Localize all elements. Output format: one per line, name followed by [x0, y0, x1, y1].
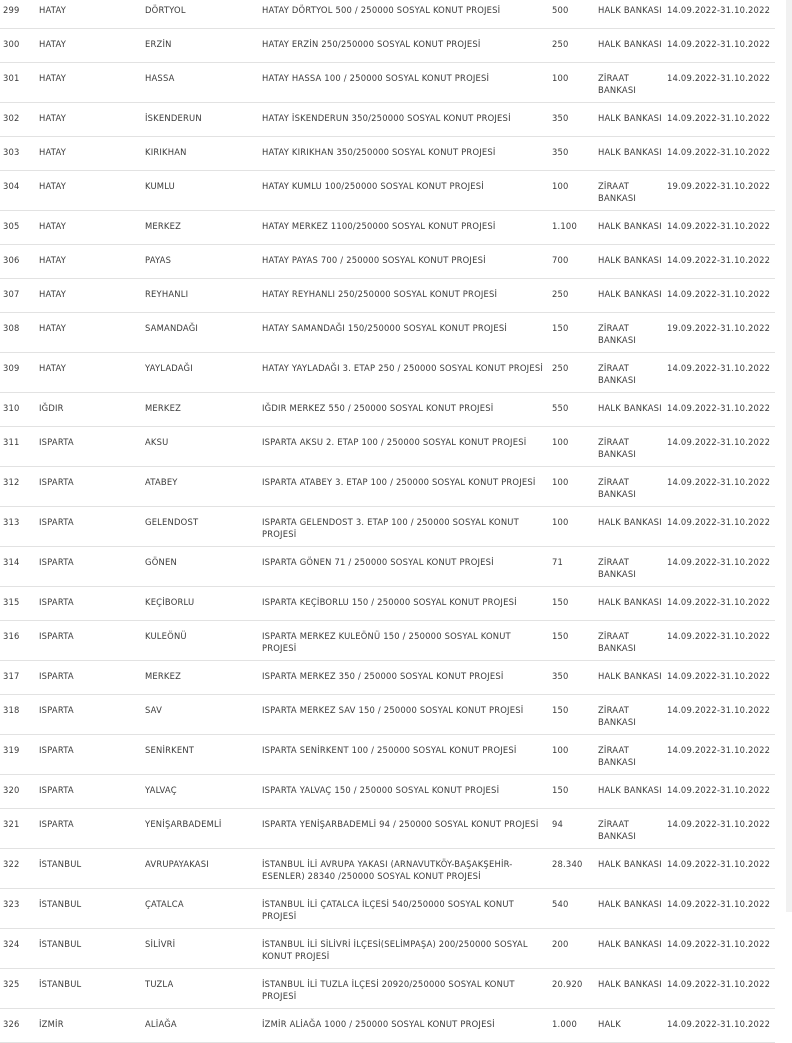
table-row: [0, 661, 775, 695]
row-number: 312: [0, 467, 39, 507]
housing-count-cell: 150: [552, 621, 598, 661]
project-name-cell: ISPARTA AKSU 2. ETAP 100 / 250000 SOSYAL KONUT PROJESİ: [262, 427, 552, 467]
project-name-cell: İSTANBUL İLİ AVRUPA YAKASI (ARNAVUTKÖY-BAŞAKŞEHİR-ESENLER) 28340 /250000 SOSYAL KONUT PROJESİ: [262, 849, 552, 889]
table-row: [0, 969, 775, 1009]
housing-count-cell: 150: [552, 313, 598, 353]
table-row: [0, 929, 775, 969]
project-name-cell: ISPARTA GÖNEN 71 / 250000 SOSYAL KONUT PROJESİ: [262, 547, 552, 587]
bank-cell: ZİRAAT BANKASI: [598, 735, 667, 775]
province-cell: ISPARTA: [39, 695, 145, 735]
row-number: 304: [0, 171, 39, 211]
row-number: 313: [0, 507, 39, 547]
table-row: [0, 29, 775, 63]
province-cell: İSTANBUL: [39, 849, 145, 889]
district-cell: HASSA: [145, 63, 262, 103]
project-name-cell: HATAY KUMLU 100/250000 SOSYAL KONUT PROJESİ: [262, 171, 552, 211]
bank-cell: HALK: [598, 1009, 667, 1043]
bank-cell: HALK BANKASI: [598, 103, 667, 137]
application-dates-cell: 14.09.2022-31.10.2022: [667, 1009, 775, 1043]
province-cell: ISPARTA: [39, 621, 145, 661]
project-name-cell: HATAY İSKENDERUN 350/250000 SOSYAL KONUT PROJESİ: [262, 103, 552, 137]
application-dates-cell: 14.09.2022-31.10.2022: [667, 353, 775, 393]
row-number: 310: [0, 393, 39, 427]
project-name-cell: HATAY PAYAS 700 / 250000 SOSYAL KONUT PROJESİ: [262, 245, 552, 279]
housing-count-cell: 100: [552, 507, 598, 547]
application-dates-cell: 14.09.2022-31.10.2022: [667, 137, 775, 171]
housing-count-cell: 250: [552, 279, 598, 313]
housing-count-cell: 350: [552, 137, 598, 171]
district-cell: MERKEZ: [145, 393, 262, 427]
province-cell: HATAY: [39, 137, 145, 171]
application-dates-cell: 14.09.2022-31.10.2022: [667, 889, 775, 929]
table-row: [0, 775, 775, 809]
bank-cell: ZİRAAT BANKASI: [598, 427, 667, 467]
province-cell: ISPARTA: [39, 735, 145, 775]
bank-cell: HALK BANKASI: [598, 393, 667, 427]
bank-cell: HALK BANKASI: [598, 775, 667, 809]
row-number: 319: [0, 735, 39, 775]
housing-count-cell: 28.340: [552, 849, 598, 889]
housing-count-cell: 94: [552, 809, 598, 849]
province-cell: HATAY: [39, 313, 145, 353]
scrollbar-track[interactable]: [786, 0, 792, 912]
housing-count-cell: 350: [552, 103, 598, 137]
province-cell: ISPARTA: [39, 809, 145, 849]
project-name-cell: HATAY DÖRTYOL 500 / 250000 SOSYAL KONUT PROJESİ: [262, 0, 552, 29]
bank-cell: HALK BANKASI: [598, 137, 667, 171]
district-cell: YALVAÇ: [145, 775, 262, 809]
bank-cell: ZİRAAT BANKASI: [598, 547, 667, 587]
district-cell: GÖNEN: [145, 547, 262, 587]
table-row: [0, 103, 775, 137]
district-cell: ÇATALCA: [145, 889, 262, 929]
table-row: [0, 245, 775, 279]
table-row: [0, 621, 775, 661]
bank-cell: HALK BANKASI: [598, 507, 667, 547]
province-cell: IĞDIR: [39, 393, 145, 427]
application-dates-cell: 14.09.2022-31.10.2022: [667, 929, 775, 969]
row-number: 324: [0, 929, 39, 969]
row-number: 323: [0, 889, 39, 929]
table-row: [0, 171, 775, 211]
bank-cell: ZİRAAT BANKASI: [598, 353, 667, 393]
project-name-cell: HATAY KIRIKHAN 350/250000 SOSYAL KONUT PROJESİ: [262, 137, 552, 171]
project-name-cell: IĞDIR MERKEZ 550 / 250000 SOSYAL KONUT PROJESİ: [262, 393, 552, 427]
bank-cell: ZİRAAT BANKASI: [598, 63, 667, 103]
table-row: [0, 137, 775, 171]
table-row: [0, 0, 775, 29]
province-cell: HATAY: [39, 353, 145, 393]
province-cell: HATAY: [39, 211, 145, 245]
row-number: 306: [0, 245, 39, 279]
district-cell: GELENDOST: [145, 507, 262, 547]
application-dates-cell: 14.09.2022-31.10.2022: [667, 969, 775, 1009]
province-cell: İSTANBUL: [39, 969, 145, 1009]
application-dates-cell: 14.09.2022-31.10.2022: [667, 427, 775, 467]
district-cell: ATABEY: [145, 467, 262, 507]
row-number: 317: [0, 661, 39, 695]
application-dates-cell: 19.09.2022-31.10.2022: [667, 313, 775, 353]
table-row: [0, 507, 775, 547]
project-name-cell: HATAY SAMANDAĞI 150/250000 SOSYAL KONUT PROJESİ: [262, 313, 552, 353]
district-cell: SAV: [145, 695, 262, 735]
district-cell: YAYLADAĞI: [145, 353, 262, 393]
district-cell: İSKENDERUN: [145, 103, 262, 137]
row-number: 321: [0, 809, 39, 849]
table-row: [0, 353, 775, 393]
province-cell: İSTANBUL: [39, 889, 145, 929]
district-cell: SAMANDAĞI: [145, 313, 262, 353]
housing-count-cell: 700: [552, 245, 598, 279]
province-cell: HATAY: [39, 103, 145, 137]
project-name-cell: HATAY MERKEZ 1100/250000 SOSYAL KONUT PROJESİ: [262, 211, 552, 245]
bank-cell: HALK BANKASI: [598, 245, 667, 279]
project-name-cell: İSTANBUL İLİ TUZLA İLÇESİ 20920/250000 SOSYAL KONUT PROJESİ: [262, 969, 552, 1009]
district-cell: AVRUPAYAKASI: [145, 849, 262, 889]
table-row: [0, 279, 775, 313]
housing-count-cell: 100: [552, 735, 598, 775]
row-number: 315: [0, 587, 39, 621]
province-cell: HATAY: [39, 0, 145, 29]
project-name-cell: HATAY REYHANLI 250/250000 SOSYAL KONUT PROJESİ: [262, 279, 552, 313]
bank-cell: HALK BANKASI: [598, 849, 667, 889]
application-dates-cell: 14.09.2022-31.10.2022: [667, 211, 775, 245]
housing-count-cell: 1.000: [552, 1009, 598, 1043]
application-dates-cell: 14.09.2022-31.10.2022: [667, 735, 775, 775]
province-cell: HATAY: [39, 63, 145, 103]
bank-cell: ZİRAAT BANKASI: [598, 171, 667, 211]
row-number: 325: [0, 969, 39, 1009]
application-dates-cell: 14.09.2022-31.10.2022: [667, 393, 775, 427]
housing-count-cell: 150: [552, 587, 598, 621]
bank-cell: HALK BANKASI: [598, 587, 667, 621]
bank-cell: HALK BANKASI: [598, 279, 667, 313]
project-name-cell: ISPARTA MERKEZ 350 / 250000 SOSYAL KONUT PROJESİ: [262, 661, 552, 695]
province-cell: HATAY: [39, 279, 145, 313]
housing-count-cell: 350: [552, 661, 598, 695]
district-cell: MERKEZ: [145, 661, 262, 695]
district-cell: MERKEZ: [145, 211, 262, 245]
project-name-cell: ISPARTA YENİŞARBADEMLİ 94 / 250000 SOSYAL KONUT PROJESİ: [262, 809, 552, 849]
district-cell: KULEÖNÜ: [145, 621, 262, 661]
bank-cell: HALK BANKASI: [598, 0, 667, 29]
project-name-cell: ISPARTA KEÇİBORLU 150 / 250000 SOSYAL KONUT PROJESİ: [262, 587, 552, 621]
bank-cell: HALK BANKASI: [598, 29, 667, 63]
table-row: [0, 393, 775, 427]
housing-count-cell: 150: [552, 775, 598, 809]
application-dates-cell: 14.09.2022-31.10.2022: [667, 63, 775, 103]
project-name-cell: ISPARTA ATABEY 3. ETAP 100 / 250000 SOSYAL KONUT PROJESİ: [262, 467, 552, 507]
project-name-cell: ISPARTA MERKEZ KULEÖNÜ 150 / 250000 SOSYAL KONUT PROJESİ: [262, 621, 552, 661]
housing-count-cell: 20.920: [552, 969, 598, 1009]
district-cell: SİLİVRİ: [145, 929, 262, 969]
housing-count-cell: 100: [552, 171, 598, 211]
district-cell: KEÇİBORLU: [145, 587, 262, 621]
project-name-cell: İSTANBUL İLİ SİLİVRİ İLÇESİ(SELİMPAŞA) 200/250000 SOSYAL KONUT PROJESİ: [262, 929, 552, 969]
province-cell: İSTANBUL: [39, 929, 145, 969]
application-dates-cell: 14.09.2022-31.10.2022: [667, 467, 775, 507]
housing-count-cell: 550: [552, 393, 598, 427]
district-cell: ERZİN: [145, 29, 262, 63]
application-dates-cell: 14.09.2022-31.10.2022: [667, 0, 775, 29]
district-cell: KUMLU: [145, 171, 262, 211]
table-row: [0, 889, 775, 929]
table-row: [0, 1009, 775, 1043]
housing-count-cell: 250: [552, 29, 598, 63]
table-row: [0, 809, 775, 849]
application-dates-cell: 14.09.2022-31.10.2022: [667, 621, 775, 661]
table-row: [0, 547, 775, 587]
row-number: 301: [0, 63, 39, 103]
project-name-cell: ISPARTA MERKEZ SAV 150 / 250000 SOSYAL KONUT PROJESİ: [262, 695, 552, 735]
province-cell: ISPARTA: [39, 661, 145, 695]
project-name-cell: HATAY HASSA 100 / 250000 SOSYAL KONUT PROJESİ: [262, 63, 552, 103]
row-number: 314: [0, 547, 39, 587]
housing-count-cell: 250: [552, 353, 598, 393]
row-number: 307: [0, 279, 39, 313]
table-row: [0, 735, 775, 775]
table-row: [0, 467, 775, 507]
application-dates-cell: 14.09.2022-31.10.2022: [667, 695, 775, 735]
application-dates-cell: 14.09.2022-31.10.2022: [667, 245, 775, 279]
row-number: 300: [0, 29, 39, 63]
row-number: 318: [0, 695, 39, 735]
province-cell: ISPARTA: [39, 427, 145, 467]
row-number: 299: [0, 0, 39, 29]
table-row: [0, 849, 775, 889]
bank-cell: HALK BANKASI: [598, 661, 667, 695]
bank-cell: ZİRAAT BANKASI: [598, 695, 667, 735]
housing-count-cell: 100: [552, 63, 598, 103]
project-name-cell: ISPARTA GELENDOST 3. ETAP 100 / 250000 SOSYAL KONUT PROJESİ: [262, 507, 552, 547]
district-cell: YENİŞARBADEMLİ: [145, 809, 262, 849]
housing-count-cell: 1.100: [552, 211, 598, 245]
province-cell: İZMİR: [39, 1009, 145, 1043]
row-number: 311: [0, 427, 39, 467]
project-name-cell: ISPARTA SENİRKENT 100 / 250000 SOSYAL KONUT PROJESİ: [262, 735, 552, 775]
district-cell: ALİAĞA: [145, 1009, 262, 1043]
bank-cell: HALK BANKASI: [598, 889, 667, 929]
district-cell: SENİRKENT: [145, 735, 262, 775]
province-cell: HATAY: [39, 245, 145, 279]
housing-count-cell: 100: [552, 427, 598, 467]
district-cell: KIRIKHAN: [145, 137, 262, 171]
application-dates-cell: 19.09.2022-31.10.2022: [667, 171, 775, 211]
housing-count-cell: 150: [552, 695, 598, 735]
application-dates-cell: 14.09.2022-31.10.2022: [667, 849, 775, 889]
province-cell: ISPARTA: [39, 547, 145, 587]
table-row: [0, 211, 775, 245]
application-dates-cell: 14.09.2022-31.10.2022: [667, 775, 775, 809]
row-number: 326: [0, 1009, 39, 1043]
project-name-cell: İSTANBUL İLİ ÇATALCA İLÇESİ 540/250000 SOSYAL KONUT PROJESİ: [262, 889, 552, 929]
province-cell: ISPARTA: [39, 587, 145, 621]
province-cell: HATAY: [39, 171, 145, 211]
row-number: 308: [0, 313, 39, 353]
province-cell: ISPARTA: [39, 467, 145, 507]
row-number: 316: [0, 621, 39, 661]
table-row: [0, 63, 775, 103]
housing-count-cell: 71: [552, 547, 598, 587]
project-name-cell: HATAY ERZİN 250/250000 SOSYAL KONUT PROJESİ: [262, 29, 552, 63]
bank-cell: HALK BANKASI: [598, 211, 667, 245]
application-dates-cell: 14.09.2022-31.10.2022: [667, 103, 775, 137]
application-dates-cell: 14.09.2022-31.10.2022: [667, 587, 775, 621]
application-dates-cell: 14.09.2022-31.10.2022: [667, 507, 775, 547]
application-dates-cell: 14.09.2022-31.10.2022: [667, 279, 775, 313]
district-cell: TUZLA: [145, 969, 262, 1009]
project-name-cell: ISPARTA YALVAÇ 150 / 250000 SOSYAL KONUT PROJESİ: [262, 775, 552, 809]
housing-count-cell: 500: [552, 0, 598, 29]
province-cell: ISPARTA: [39, 775, 145, 809]
housing-count-cell: 100: [552, 467, 598, 507]
bank-cell: ZİRAAT BANKASI: [598, 809, 667, 849]
table-row: [0, 427, 775, 467]
row-number: 309: [0, 353, 39, 393]
bank-cell: ZİRAAT BANKASI: [598, 313, 667, 353]
table-row: [0, 313, 775, 353]
application-dates-cell: 14.09.2022-31.10.2022: [667, 661, 775, 695]
province-cell: HATAY: [39, 29, 145, 63]
row-number: 320: [0, 775, 39, 809]
row-number: 303: [0, 137, 39, 171]
application-dates-cell: 14.09.2022-31.10.2022: [667, 29, 775, 63]
housing-count-cell: 540: [552, 889, 598, 929]
row-number: 302: [0, 103, 39, 137]
table-row: [0, 587, 775, 621]
district-cell: REYHANLI: [145, 279, 262, 313]
district-cell: AKSU: [145, 427, 262, 467]
bank-cell: HALK BANKASI: [598, 969, 667, 1009]
project-name-cell: HATAY YAYLADAĞI 3. ETAP 250 / 250000 SOSYAL KONUT PROJESİ: [262, 353, 552, 393]
row-number: 305: [0, 211, 39, 245]
province-cell: ISPARTA: [39, 507, 145, 547]
bank-cell: ZİRAAT BANKASI: [598, 621, 667, 661]
housing-count-cell: 200: [552, 929, 598, 969]
district-cell: DÖRTYOL: [145, 0, 262, 29]
table-row: [0, 695, 775, 735]
application-dates-cell: 14.09.2022-31.10.2022: [667, 547, 775, 587]
row-number: 322: [0, 849, 39, 889]
bank-cell: ZİRAAT BANKASI: [598, 467, 667, 507]
bank-cell: HALK BANKASI: [598, 929, 667, 969]
application-dates-cell: 14.09.2022-31.10.2022: [667, 809, 775, 849]
district-cell: PAYAS: [145, 245, 262, 279]
project-name-cell: İZMİR ALİAĞA 1000 / 250000 SOSYAL KONUT PROJESİ: [262, 1009, 552, 1043]
